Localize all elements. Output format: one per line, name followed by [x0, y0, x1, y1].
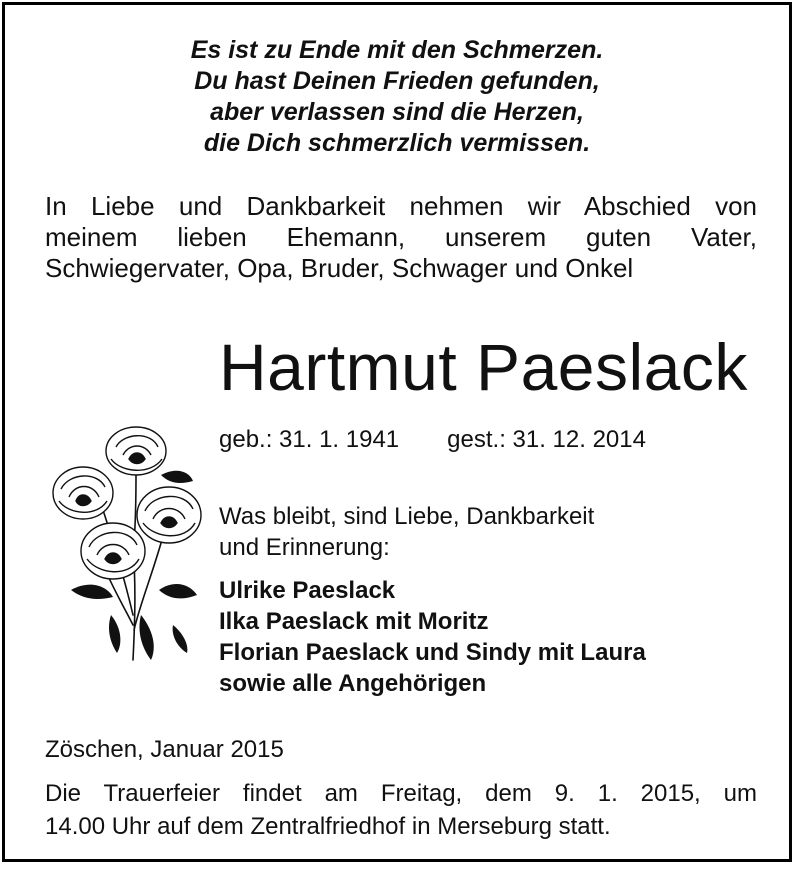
memorial-poem [5, 35, 789, 159]
birth-date: geb.: 31. 1. 1941 [219, 426, 400, 453]
death-date: gest.: 31. 12. 2014 [447, 426, 646, 453]
mourner: Florian Paeslack und Sindy mit Laura [219, 639, 646, 666]
quote-line: Was bleibt, sind Liebe, Dankbarkeit [219, 503, 595, 530]
farewell-line: Schwiegervater, Opa, Bruder, Schwager und Onkel [45, 253, 634, 283]
poem-line: aber verlassen sind die Herzen, [210, 98, 584, 126]
farewell-text [45, 191, 757, 284]
mourner: Ilka Paeslack mit Moritz [219, 608, 489, 635]
service-line: 14.00 Uhr auf dem Zentralfriedhof in Merseburg statt. [45, 813, 611, 840]
mourner: Ulrike Paeslack [219, 577, 396, 604]
mourners-list [219, 575, 646, 699]
roses-illustration [41, 415, 211, 665]
poem-line: die Dich schmerzlich vermissen. [203, 129, 591, 157]
poem-line: Es ist zu Ende mit den Schmerzen. [190, 36, 604, 64]
obituary-notice [2, 2, 792, 862]
quote-line: und Erinnerung: [219, 534, 390, 561]
farewell-line: meinem lieben Ehemann, unserem guten Vater, [45, 222, 757, 252]
place-and-date: Zöschen, Januar 2015 [45, 736, 284, 763]
farewell-line: In Liebe und Dankbarkeit nehmen wir Abschied von [45, 191, 757, 221]
deceased-name: Hartmut Paeslack [219, 330, 748, 404]
funeral-service-info [45, 777, 757, 843]
poem-line: Du hast Deinen Frieden gefunden, [194, 67, 600, 95]
remembrance-quote [219, 501, 594, 563]
mourner: sowie alle Angehörigen [219, 670, 487, 697]
service-line: Die Trauerfeier findet am Freitag, dem 9. 1. 2015, um [45, 780, 757, 807]
life-dates [219, 425, 646, 455]
